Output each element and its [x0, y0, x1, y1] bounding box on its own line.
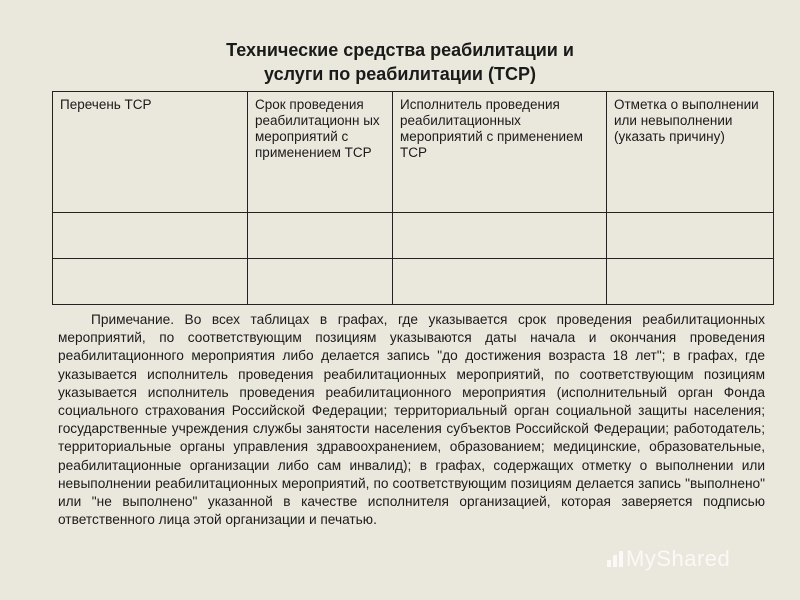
- table-row: [53, 259, 774, 305]
- note-paragraph: Примечание. Во всех таблицах в графах, где указывается срок проведения реабилитационных мероприятий, по соответствующим позициям указываются даты начала и окончания проведения реабилитационного мероприятия либо делается запись "до достижения возраста 18 лет"; в графах, где указывается исполнитель проведения реабилитационных мероприятий, по соответствующим позициям указывается исполнитель проведения реабилитационного мероприятия (исполнительный орган Фонда социального страхования Российской Федерации; территориальный орган социальной защиты населения; государственные учреждения службы занятости населения субъектов Российской Федерации; работодатель; территориальные органы управления здравоохранением, образованием; медицинские, образовательные, реабилитационные организации либо сам инвалид); в графах, содержащих отметку о выполнении или невыполнении реабилитационных мероприятий, по соответствующим позициям делается запись "выполнено" или "не выполнено" указанной в качестве исполнителя организацией, которая заверяется подписью ответственного лица этой организации и печатью.: [58, 312, 765, 528]
- table-cell: [53, 259, 248, 305]
- title-line-1: Технические средства реабилитации и: [226, 40, 574, 60]
- table-cell: [248, 213, 393, 259]
- table-cell: [607, 213, 774, 259]
- table-cell: [393, 259, 607, 305]
- tsr-table: [52, 91, 774, 305]
- title-line-2: услуги по реабилитации (ТСР): [264, 64, 536, 84]
- watermark-text: MyShared: [626, 546, 731, 571]
- header-cell-list: Перечень ТСР: [53, 92, 248, 213]
- header-cell-mark: Отметка о выполнении или невыполнении (указать причину): [607, 92, 774, 213]
- table-cell: [248, 259, 393, 305]
- header-cell-period: Срок проведения реабилитационн ых мероприятий с применением ТСР: [248, 92, 393, 213]
- table-cell: [607, 259, 774, 305]
- table-row: [53, 213, 774, 259]
- bar-chart-icon: [606, 548, 624, 566]
- table-cell: [53, 213, 248, 259]
- table-header-row: [53, 92, 774, 213]
- table-cell: [393, 213, 607, 259]
- page-title: [0, 38, 800, 86]
- watermark: [606, 546, 730, 572]
- header-cell-executor: Исполнитель проведения реабилитационных мероприятий с применением ТСР: [393, 92, 607, 213]
